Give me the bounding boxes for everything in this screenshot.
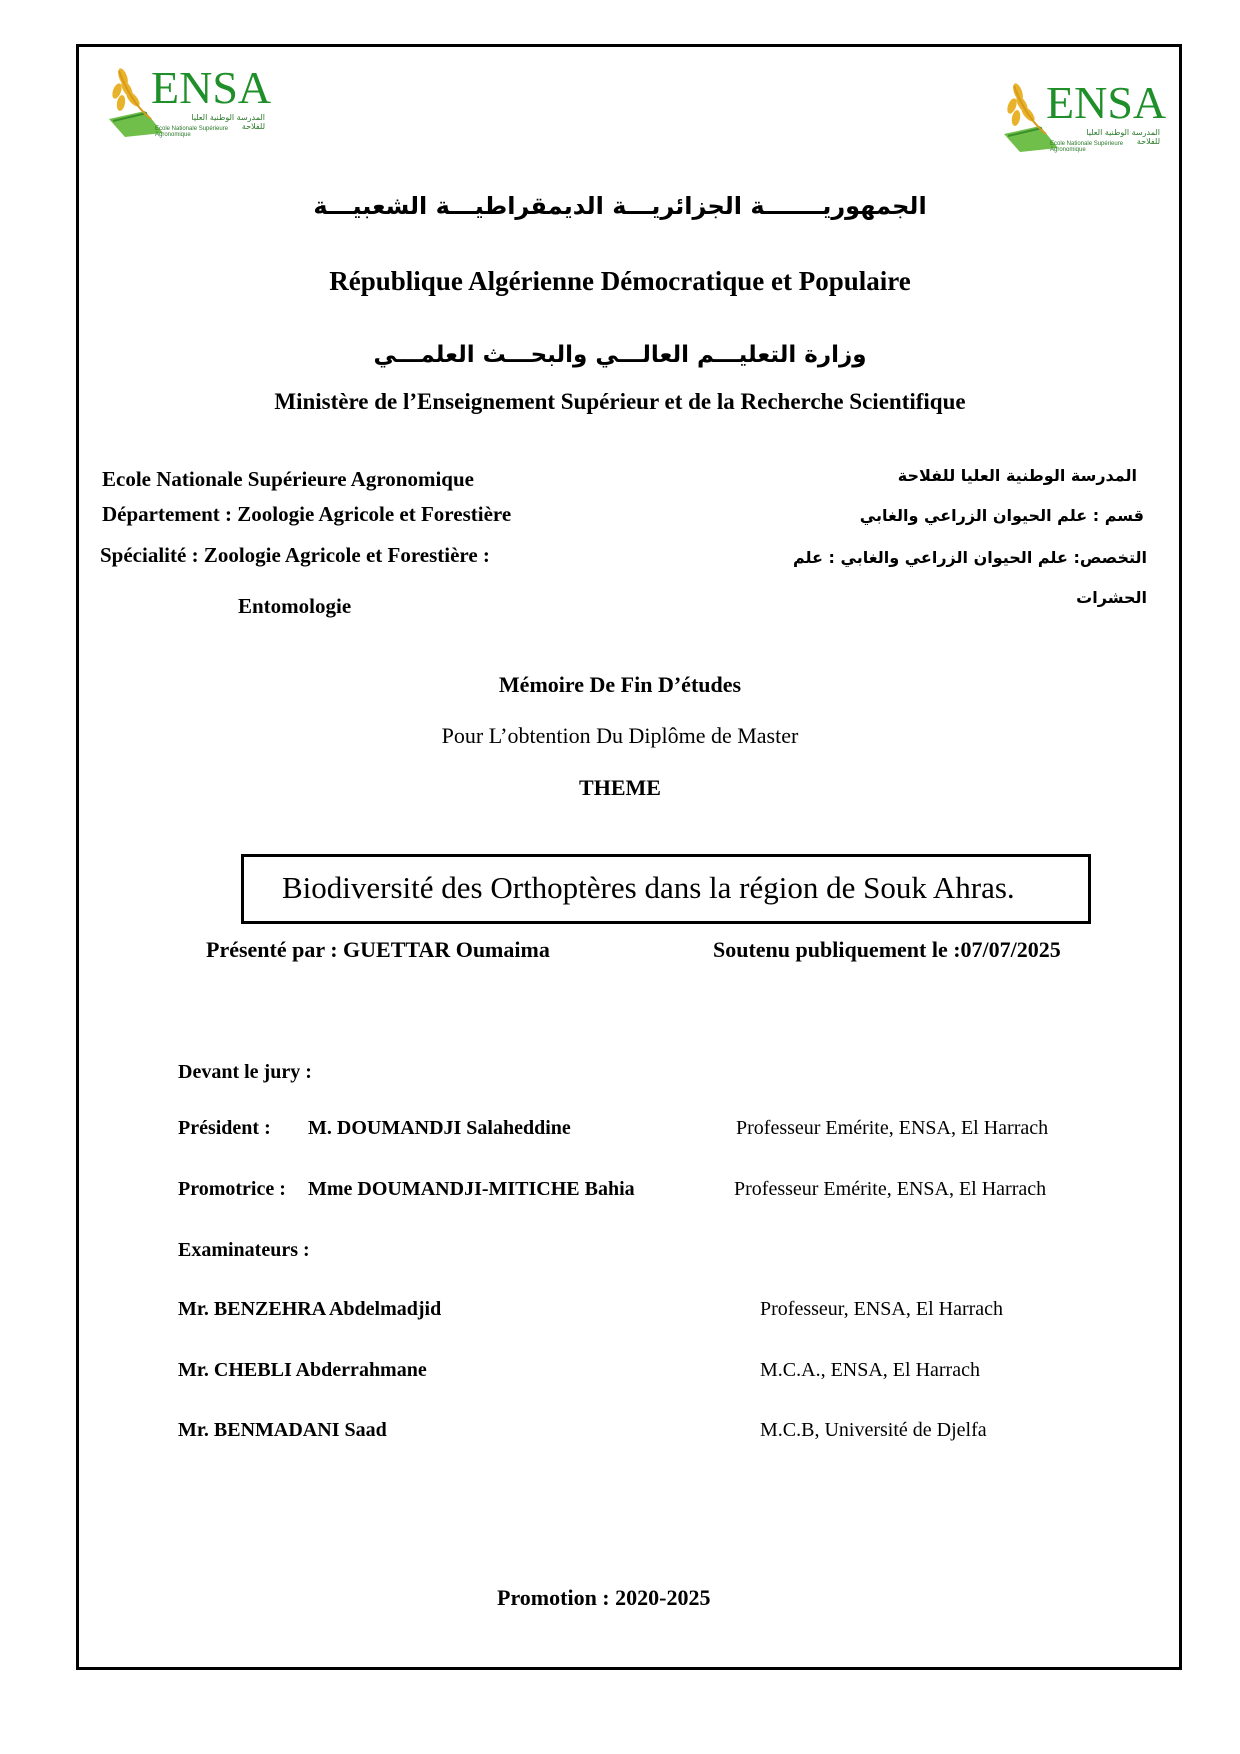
school-name-ar: المدرسة الوطنية العليا للفلاحة [897, 466, 1137, 485]
speciality-fr-continued: Entomologie [238, 594, 352, 618]
thesis-purpose: Pour L’obtention Du Diplôme de Master [441, 723, 799, 748]
defense-date: Soutenu publiquement le :07/07/2025 [713, 937, 1061, 962]
school-name-fr: Ecole Nationale Supérieure Agronomique [102, 467, 474, 491]
examiner-affiliation: Professeur, ENSA, El Harrach [760, 1298, 1004, 1320]
president-role: Président : [178, 1117, 271, 1139]
promotrice-affiliation: Professeur Emérite, ENSA, El Harrach [734, 1178, 1047, 1200]
department-ar: قسم : علم الحيوان الزراعي والغابي [859, 506, 1144, 525]
examiner-name: Mr. BENMADANI Saad [178, 1419, 387, 1441]
president-name: M. DOUMANDJI Salaheddine [308, 1117, 571, 1139]
ministry-french: Ministère de l’Enseignement Supérieur et de la Recherche Scientifique [274, 389, 966, 414]
ensa-logo-left [105, 62, 272, 138]
republic-french: République Algérienne Démocratique et Populaire [329, 266, 911, 296]
thesis-type: Mémoire De Fin D’études [498, 672, 742, 697]
thesis-title: Biodiversité des Orthoptères dans la région de Souk Ahras. [282, 870, 1015, 905]
thesis-title-box [241, 854, 1091, 924]
promotion-years: Promotion : 2020-2025 [497, 1585, 711, 1610]
ministry-arabic: وزارة التعليـــم العالـــي والبحـــث العلمـــي [373, 342, 867, 368]
examiners-heading: Examinateurs : [178, 1239, 310, 1261]
logo-wordmark: ENSA [151, 62, 272, 113]
examiner-name: Mr. CHEBLI Abderrahmane [178, 1359, 427, 1381]
logo-wordmark: ENSA [1046, 77, 1167, 128]
logo-subtitle-fr: Ecole Nationale Supérieure Agronomique [155, 126, 229, 138]
jury-heading: Devant le jury : [178, 1061, 312, 1083]
speciality-ar-continued: الحشرات [1076, 588, 1147, 607]
president-affiliation: Professeur Emérite, ENSA, El Harrach [736, 1117, 1049, 1139]
theme-label: THEME [579, 775, 661, 800]
examiner-affiliation: M.C.B, Université de Djelfa [760, 1419, 987, 1441]
logo-subtitle-ar: المدرسة الوطنية العليا للفلاحة [1086, 128, 1160, 146]
promotrice-role: Promotrice : [178, 1178, 286, 1200]
examiner-name: Mr. BENZEHRA Abdelmadjid [178, 1298, 442, 1320]
logo-subtitle-fr: Ecole Nationale Supérieure Agronomique [1050, 141, 1124, 153]
logo-subtitle-ar: المدرسة الوطنية العليا للفلاحة [191, 113, 265, 131]
department-fr: Département : Zoologie Agricole et Forestière [102, 502, 512, 526]
ensa-logo-right [1000, 77, 1167, 153]
republic-arabic: الجمهوريـــــــة الجزائريـــة الديمقراطيـــة الشعبيـــة [313, 192, 927, 220]
speciality-fr: Spécialité : Zoologie Agricole et Forestière : [100, 543, 490, 567]
speciality-ar: التخصص: علم الحيوان الزراعي والغابي : علم [792, 548, 1147, 567]
presented-by: Présenté par : GUETTAR Oumaima [206, 937, 550, 962]
promotrice-name: Mme DOUMANDJI-MITICHE Bahia [308, 1178, 635, 1200]
examiner-affiliation: M.C.A., ENSA, El Harrach [760, 1359, 980, 1381]
